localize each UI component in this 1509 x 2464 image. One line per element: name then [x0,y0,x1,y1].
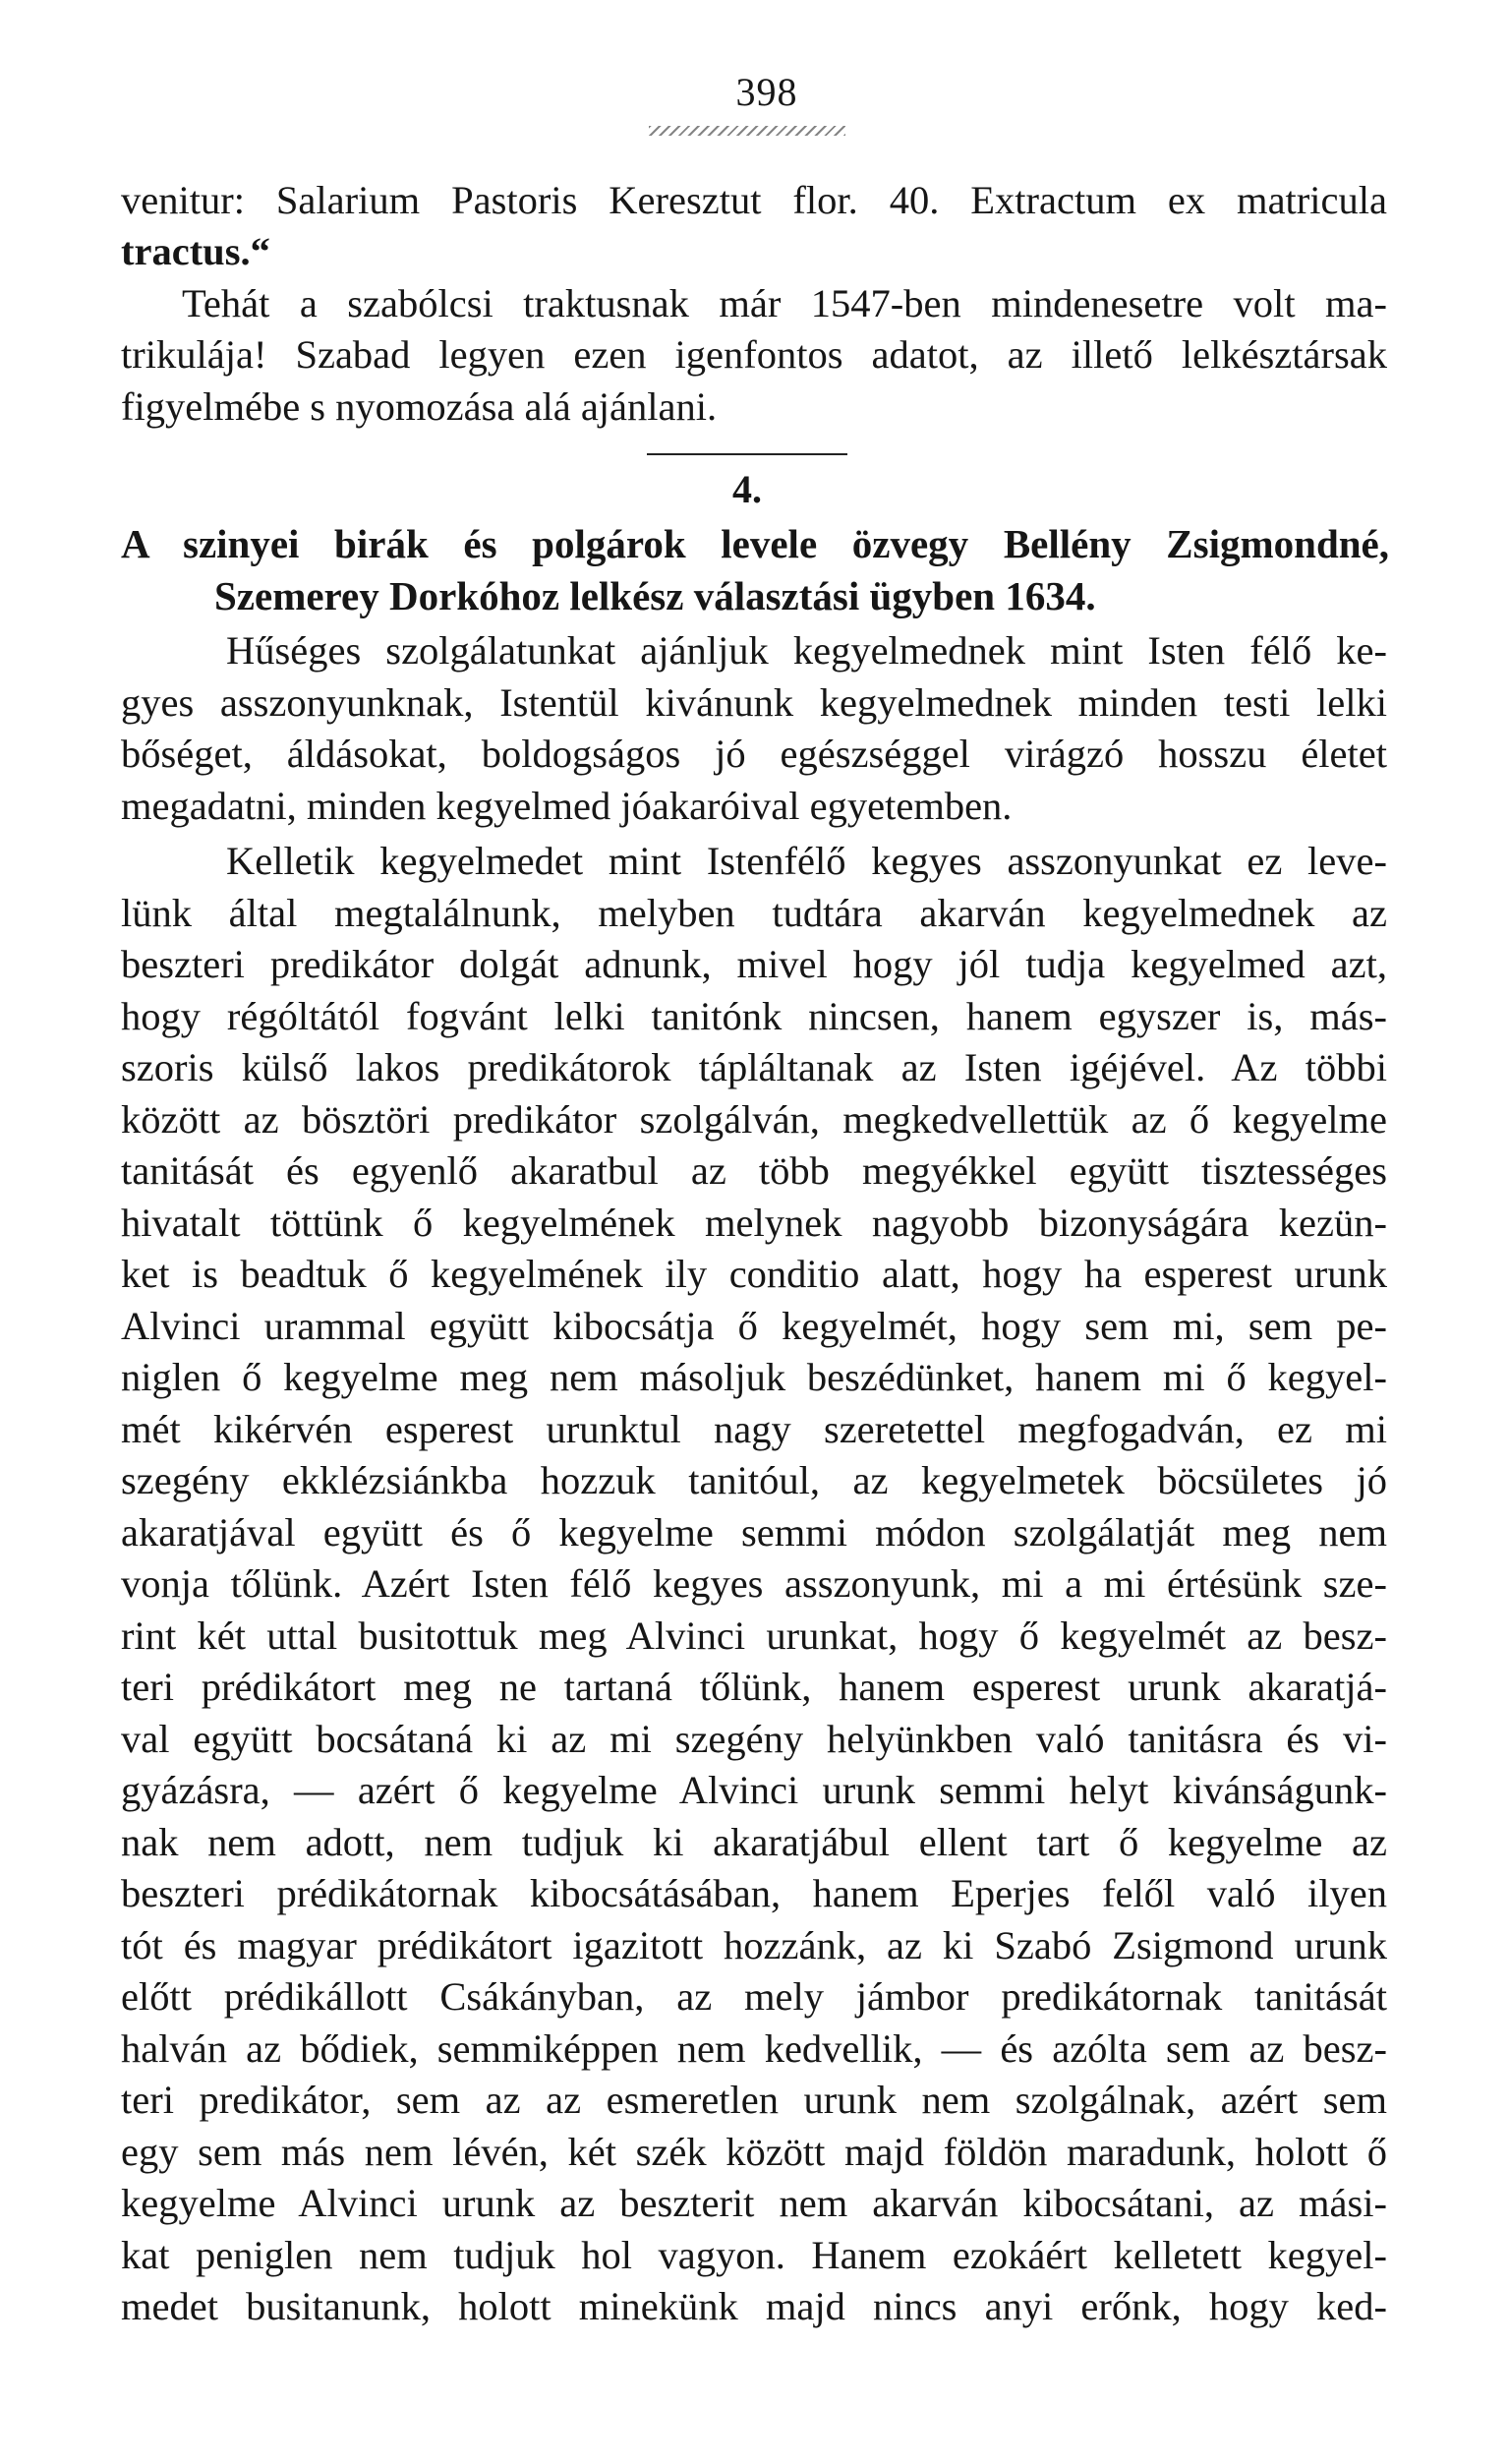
section-number: 4. [732,467,762,511]
body-line: beszteri predikátor dolgát adnunk, mivel hogy jól tudja kegyelmed azt, [121,942,1387,986]
body-line: gyes asszonyunknak, Istentül kivánunk kegyelmednek minden testi lelki [121,680,1387,725]
body-line: medet busitanunk, holott minekünk majd nincs anyi erőnk, hogy ked- [121,2284,1387,2328]
body-line: Kelletik kegyelmedet mint Istenfélő kegyes asszonyunkat ez leve- [226,839,1387,883]
body-line: között az bösztöri predikátor szolgálván, megkedvellettük az ő kegyelme [121,1097,1387,1142]
intro-line: venitur: Salarium Pastoris Keresztut flor. 40. Extractum ex matricula [121,178,1387,222]
body-line: tanitását és egyenlő akaratbul az több megyékkel együtt tisztességes [121,1148,1387,1193]
intro-line: Tehát a szabólcsi traktusnak már 1547-ben mindenesetre volt ma- [182,281,1387,325]
page-number-ornament [649,126,845,136]
body-line: vonja tőlünk. Azért Isten félő kegyes asszonyunk, mi a mi értésünk sze- [121,1561,1387,1606]
body-line: szegény ekklézsiánkba hozzuk tanitóul, az kegyelmetek böcsületes jó [121,1458,1387,1502]
intro-line: trikulája! Szabad legyen ezen igenfontos adatot, az illető lelkésztársak [121,332,1387,377]
body-line: kegyelme Alvinci urunk az beszterit nem akarván kibocsátani, az mási- [121,2181,1387,2225]
body-line: ket is beadtuk ő kegyelmének ily conditio alatt, hogy ha esperest urunk [121,1252,1387,1296]
body-line: akaratjával együtt és ő kegyelme semmi módon szolgálatját meg nem [121,1510,1387,1555]
intro-line: tractus.“ [121,229,270,273]
body-line: egy sem más nem lévén, két szék között majd földön maradunk, holott ő [121,2130,1387,2174]
body-line: gyázásra, — azért ő kegyelme Alvinci urunk semmi helyt kivánságunk- [121,1768,1387,1812]
body-line: Alvinci urammal együtt kibocsátja ő kegyelmét, hogy sem mi, sem pe- [121,1304,1387,1348]
body-line: nak nem adott, nem tudjuk ki akaratjábul ellent tart ő kegyelme az [121,1820,1387,1864]
body-line: szoris külső lakos predikátorok tápláltanak az Isten igéjével. Az többi [121,1045,1387,1089]
body-line: bőséget, áldásokat, boldogságos jó egészséggel virágzó hosszu életet [121,732,1387,776]
body-line: teri predikátor, sem az az esmeretlen urunk nem szolgálnak, azért sem [121,2078,1387,2122]
section-heading-line: A szinyei birák és polgárok levele özvegy Bellény Zsigmondné, [121,521,1389,566]
body-line: val együtt bocsátaná ki az mi szegény helyünkben való tanitásra és vi- [121,1717,1387,1761]
body-line: rint két uttal busitottuk meg Alvinci urunkat, hogy ő kegyelmét az besz- [121,1613,1387,1658]
body-line: mét kikérvén esperest urunktul nagy szeretettel megfogadván, ez mi [121,1407,1387,1451]
body-line: halván az bődiek, semmiképpen nem kedvellik, — és azólta sem az besz- [121,2026,1387,2071]
body-line: teri prédikátort meg ne tartaná tőlünk, hanem esperest urunk akaratjá- [121,1665,1387,1709]
section-rule [647,453,847,455]
body-line: niglen ő kegyelme meg nem másoljuk beszédünket, hanem mi ő kegyel- [121,1355,1387,1399]
body-line: kat peniglen nem tudjuk hol vagyon. Hanem ezokáért kelletett kegyel- [121,2233,1387,2277]
body-line: hogy régóltától fogvánt lelki tanitónk nincsen, hanem egyszer is, más- [121,994,1387,1038]
body-line: hivatalt töttünk ő kegyelmének melynek nagyobb bizonyságára kezün- [121,1201,1387,1245]
body-line: lünk által megtalálnunk, melyben tudtára akarván kegyelmednek az [121,891,1387,935]
body-line: Hűséges szolgálatunkat ajánljuk kegyelmednek mint Isten félő ke- [226,628,1387,673]
body-line: beszteri prédikátornak kibocsátásában, hanem Eperjes felől való ilyen [121,1871,1387,1915]
intro-line: figyelmébe s nyomozása alá ajánlani. [121,384,718,429]
body-line: tót és magyar prédikátort igazitott hozzánk, az ki Szabó Zsigmond urunk [121,1923,1387,1967]
page-number: 398 [735,70,798,114]
section-heading-line: Szemerey Dorkóhoz lelkész választási ügyben 1634. [214,573,1096,618]
body-line: megadatni, minden kegyelmed jóakaróival egyetemben. [121,784,1013,828]
body-line: előtt prédikállott Csákányban, az mely jámbor predikátornak tanitását [121,1974,1387,2019]
